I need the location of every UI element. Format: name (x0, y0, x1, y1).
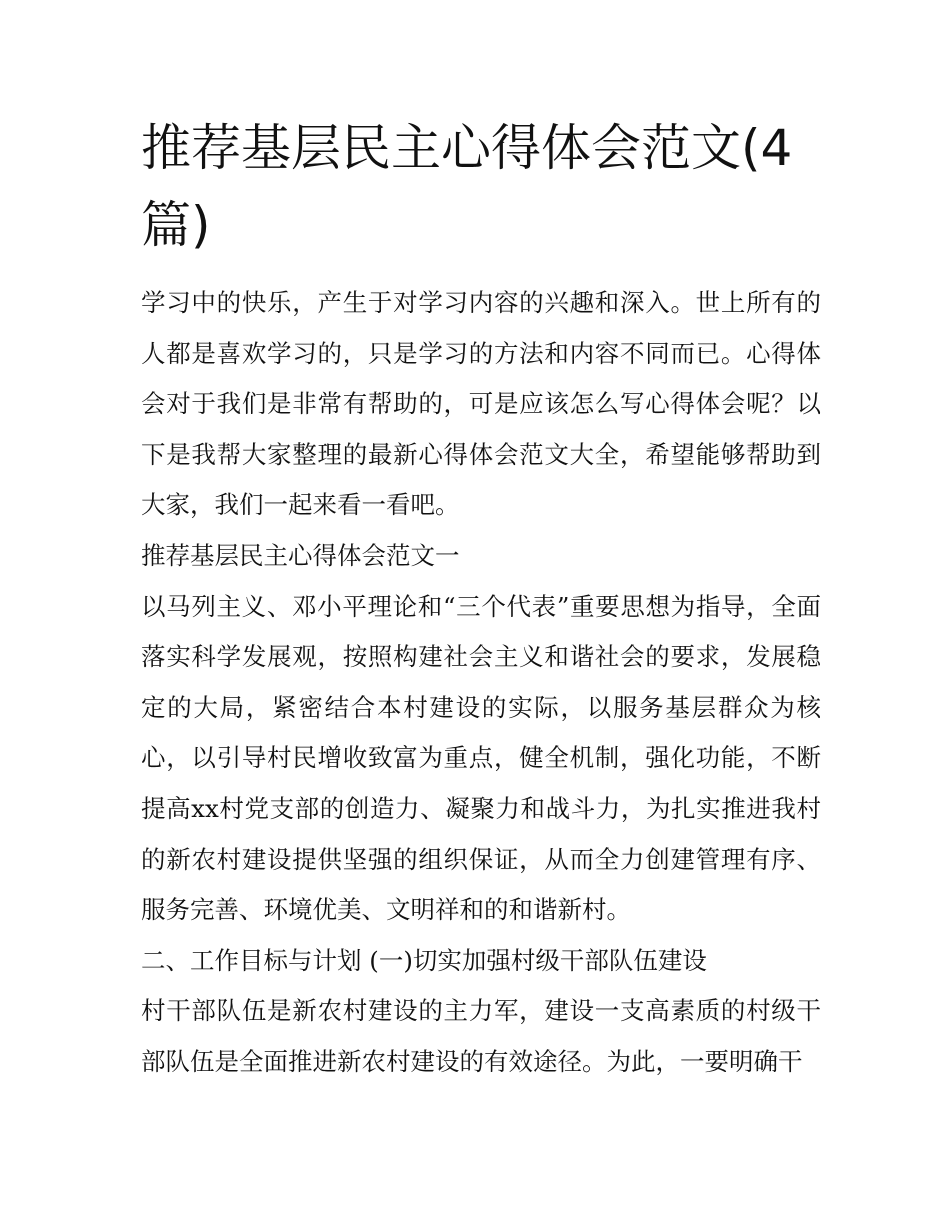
intro-paragraph: 学习中的快乐，产生于对学习内容的兴趣和深入。世上所有的人都是喜欢学习的，只是学习的方法和内容不同而已。心得体会对于我们是非常有帮助的，可是应该怎么写心得体会呢？以下是我帮大家整理的最新心得体会范文大全，希望能够帮助到大家，我们一起来看一看吧。 (141, 288, 821, 520)
subsection-heading: 二、工作目标与计划 (一)切实加强村级干部队伍建设 (141, 945, 707, 975)
body-paragraph: 村干部队伍是新农村建设的主力军，建设一支高素质的村级干部队伍是全面推进新农村建设的有效途径。为此，一要明确干 (141, 996, 821, 1076)
document-title: 推荐基层民主心得体会范文(4篇) (141, 119, 793, 254)
section-heading: 推荐基层民主心得体会范文一 (141, 540, 460, 570)
body-paragraph: 以马列主义、邓小平理论和“三个代表”重要思想为指导，全面落实科学发展观，按照构建社会主义和谐社会的要求，发展稳定的大局，紧密结合本村建设的实际，以服务基层群众为核心，以引导村民增收致富为重点，健全机制，强化功能，不断提高xx村党支部的创造力、凝聚力和战斗力，为扎实推进我村的新农村建设提供坚强的组织保证，从而全力创建管理有序、服务完善、环境优美、文明祥和的和谐新村。 (141, 591, 821, 925)
document-body (141, 278, 821, 1088)
